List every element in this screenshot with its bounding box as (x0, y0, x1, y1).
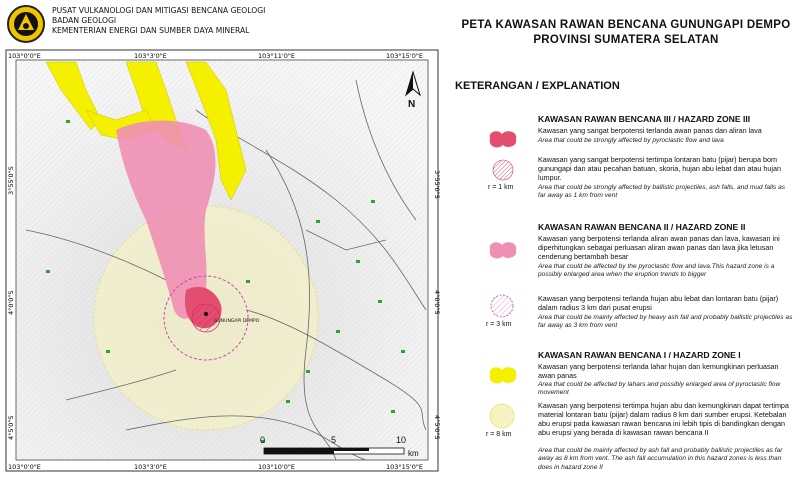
zone-1-swatch-icon (486, 363, 520, 387)
agency-name-line-3: KEMENTERIAN ENERGI DAN SUMBER DAYA MINERAL (52, 26, 250, 35)
coord-right-1: 3°55'0"S (433, 170, 441, 199)
zone-1-radius-swatch-icon (488, 402, 516, 430)
hazard-map[interactable] (6, 50, 441, 471)
zone-1-desc-1-en: Area that could be affected by lahars and possibly enlarged area of pyroclastic flow movement (538, 381, 781, 397)
scale-unit: km (408, 449, 419, 458)
zone-2-radius-label: r = 3 km (486, 321, 512, 328)
scale-tick-5: 5 (331, 435, 337, 445)
scale-tick-0: 0 (260, 435, 266, 445)
coord-bottom-1: 103°0'0"E (8, 463, 41, 471)
zone-2-swatch-icon (486, 238, 520, 262)
zone-3-desc-1-id: Kawasan yang sangat berpotensi terlanda awan panas dan aliran lava (538, 126, 762, 135)
coord-bottom-2: 103°3'0"E (134, 463, 167, 471)
legend-heading: KETERANGAN / EXPLANATION (455, 80, 620, 92)
zone-1-desc-2-id: Kawasan yang berpotensi tertimpa hujan abu dan kemungkinan dapat tertimpa material lontaran batu (pijar) dalam radius 8 km dari sumber erupsi. Ketebalan abu erupsi pada kawasan rawan bencana ini lebih tipis di bandingkan dengan abu erupsi yang berada di kawasan rawan bencana II (538, 401, 789, 437)
coord-left-2: 4°0'0"S (7, 290, 15, 315)
zone-3-desc-2-id: Kawasan yang sangat berpotensi tertimpa lontaran batu (pijar) berupa bom gunungapi dan atau pecahan batuan, skoria, hujan abu lebat dan atau hujan lumpur. (538, 155, 781, 182)
agency-logo-icon (6, 4, 46, 44)
zone-3-radius-label: r = 1 km (488, 184, 514, 191)
zone-2-title: KAWASAN RAWAN BENCANA II / HAZARD ZONE II (538, 222, 746, 232)
zone-1-radius-label: r = 8 km (486, 431, 512, 438)
coord-left-1: 3°55'0"S (7, 166, 15, 195)
coord-right-3: 4°5'0"S (433, 415, 441, 440)
agency-name-line-2: BADAN GEOLOGI (52, 16, 117, 25)
zone-3-desc-1-en: Area that could be strongly affected by pyroclastic flow and lava (538, 137, 724, 144)
map-title (456, 18, 796, 48)
coord-right-2: 4°0'0"S (433, 290, 441, 315)
coord-left-3: 4°5'0"S (7, 415, 15, 440)
zone-2-radius-swatch-icon (489, 293, 515, 319)
coord-top-1: 103°0'0"E (8, 52, 41, 60)
north-label: N (408, 99, 416, 110)
zone-3-desc-2-en: Area that could be strongly affected by ballistic projectiles, ash falls, and mud falls as far away as 1 km from vent (538, 184, 786, 200)
crater-icon (204, 312, 208, 316)
coord-top-2: 103°3'0"E (134, 52, 167, 60)
coord-top-4: 103°15'0"E (386, 52, 423, 60)
coord-bottom-3: 103°10'0"E (258, 463, 295, 471)
zone-2-desc-2-id: Kawasan yang berpotensi terlanda hujan abu lebat dan lontaran batu (pijar) dalam radius 3 km dari pusat erupsi (538, 294, 779, 312)
summit-label: GUNUNGAPI DEMPO (214, 319, 260, 324)
zone-2-desc-1-id: Kawasan yang berpotensi terlanda aliran awan panas dan lava, kawasan ini diperhitungkan sebagai perluasan aliran awan panas dan lava jika letusan cenderung bertambah besar (538, 234, 780, 261)
coord-top-3: 103°11'0"E (258, 52, 295, 60)
zone-3-swatch-icon (486, 127, 520, 151)
agency-name-line-1: PUSAT VULKANOLOGI DAN MITIGASI BENCANA GEOLOGI (52, 6, 266, 15)
map-title-line-1: PETA KAWASAN RAWAN BENCANA GUNUNGAPI DEMPO (461, 19, 791, 31)
zone-2-desc-1-en: Area that could be affected by the pyroclastic flow and lava.This hazard zone is a possibly enlarged area when the eruption trends to bigger (538, 263, 775, 279)
map-title-line-2: PROVINSI SUMATERA SELATAN (533, 34, 719, 46)
zone-3-radius-swatch-icon (491, 158, 515, 182)
zone-2-desc-2-en: Area that could be mainly affected by heavy ash fall and probably ballistic projectiles as far away as 3 km from vent (538, 314, 793, 330)
zone-1-desc-2-en: Area that could be mainly affected by ash fall and probably ballistic projectiles as far away as 8 km from vent. The ash fall accumulation in this hazard zones is less than does in hazard zone II (538, 447, 783, 471)
coord-bottom-4: 103°15'0"E (386, 463, 423, 471)
scale-tick-10: 10 (396, 435, 407, 445)
zone-3-ballistic-radius (192, 304, 220, 332)
scale-bar (264, 448, 404, 454)
zone-3-title: KAWASAN RAWAN BENCANA III / HAZARD ZONE III (538, 114, 751, 124)
zone-1-desc-1-id: Kawasan yang berpotensi terlanda lahar hujan dan kemungkinan perluasan awan panas (538, 362, 779, 380)
zone-1-title: KAWASAN RAWAN BENCANA I / HAZARD ZONE I (538, 350, 741, 360)
